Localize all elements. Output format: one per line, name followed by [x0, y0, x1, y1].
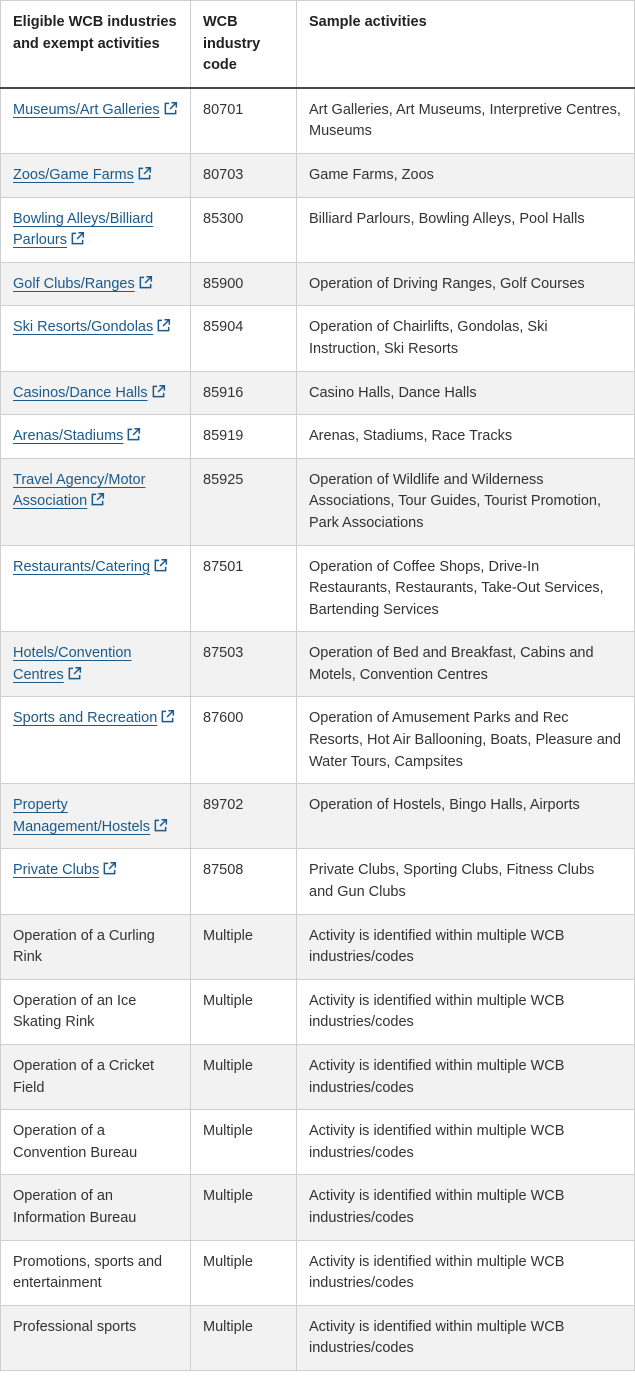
external-link-icon[interactable]	[67, 666, 82, 681]
sample-activities-cell: Activity is identified within multiple WCB industries/codes	[297, 1045, 635, 1110]
table-row	[1, 306, 635, 371]
industry-link-label: Zoos/Game Farms	[13, 166, 134, 183]
table-row	[1, 88, 635, 154]
industry-link-label: Hotels/Convention Centres	[13, 645, 132, 683]
industry-link[interactable]	[13, 102, 178, 118]
industry-cell	[1, 1045, 191, 1110]
table-row	[1, 697, 635, 784]
industry-link-label: Ski Resorts/Gondolas	[13, 319, 154, 336]
industry-cell	[1, 88, 191, 154]
industry-code-cell: 85904	[191, 306, 297, 371]
industry-cell	[1, 153, 191, 197]
external-link-icon[interactable]	[156, 318, 171, 333]
industry-code-cell: 87501	[191, 545, 297, 632]
sample-activities-cell: Operation of Wildlife and Wilderness Associations, Tour Guides, Tourist Promotion, Park Associations	[297, 458, 635, 545]
external-link-icon[interactable]	[70, 231, 85, 246]
sample-activities-cell: Activity is identified within multiple WCB industries/codes	[297, 1240, 635, 1305]
sample-activities-cell: Operation of Driving Ranges, Golf Courses	[297, 262, 635, 306]
industry-code-cell: Multiple	[191, 1240, 297, 1305]
industry-code-cell: Multiple	[191, 979, 297, 1044]
industry-cell	[1, 415, 191, 459]
industry-link[interactable]	[13, 645, 132, 683]
industry-cell	[1, 697, 191, 784]
sample-activities-cell: Activity is identified within multiple WCB industries/codes	[297, 1110, 635, 1175]
external-link-icon[interactable]	[151, 384, 166, 399]
industry-link-label: Restaurants/Catering	[13, 558, 151, 575]
activity-label: Promotions, sports and entertainment	[13, 1253, 163, 1292]
industry-link[interactable]	[13, 276, 153, 292]
table-row	[1, 979, 635, 1044]
industry-link[interactable]	[13, 319, 171, 335]
industry-code-cell: 87600	[191, 697, 297, 784]
industry-code-cell: Multiple	[191, 1305, 297, 1370]
table-row	[1, 1175, 635, 1240]
industry-link[interactable]	[13, 862, 117, 878]
industry-code-cell: Multiple	[191, 914, 297, 979]
industry-cell	[1, 784, 191, 849]
activity-label: Operation of an Information Bureau	[13, 1188, 137, 1226]
industry-link[interactable]	[13, 797, 168, 835]
industry-cell	[1, 632, 191, 697]
industry-code-cell: 85919	[191, 415, 297, 459]
table-row	[1, 371, 635, 415]
industry-link[interactable]	[13, 167, 152, 183]
sample-activities-cell: Arenas, Stadiums, Race Tracks	[297, 415, 635, 459]
table-row	[1, 262, 635, 306]
industry-link-label: Museums/Art Galleries	[13, 101, 160, 118]
external-link-icon[interactable]	[90, 492, 105, 507]
industry-link[interactable]	[13, 559, 168, 575]
industry-link-label: Property Management/Hostels	[13, 797, 151, 835]
industry-link-label: Bowling Alleys/Billiard Parlours	[13, 210, 154, 249]
industry-code-cell: 89702	[191, 784, 297, 849]
sample-activities-cell: Operation of Coffee Shops, Drive-In Restaurants, Restaurants, Take-Out Services, Bartending Services	[297, 545, 635, 632]
table-row	[1, 1045, 635, 1110]
table-row	[1, 632, 635, 697]
sample-activities-cell: Activity is identified within multiple WCB industries/codes	[297, 1305, 635, 1370]
header-industries: Eligible WCB industries and exempt activities	[1, 1, 191, 88]
sample-activities-cell: Operation of Chairlifts, Gondolas, Ski Instruction, Ski Resorts	[297, 306, 635, 371]
industry-cell	[1, 458, 191, 545]
industry-cell	[1, 371, 191, 415]
external-link-icon[interactable]	[138, 275, 153, 290]
sample-activities-cell: Operation of Amusement Parks and Rec Resorts, Hot Air Ballooning, Boats, Pleasure and Water Tours, Campsites	[297, 697, 635, 784]
table-row	[1, 415, 635, 459]
industry-cell	[1, 197, 191, 262]
sample-activities-cell: Billiard Parlours, Bowling Alleys, Pool Halls	[297, 197, 635, 262]
sample-activities-cell: Activity is identified within multiple WCB industries/codes	[297, 979, 635, 1044]
external-link-icon[interactable]	[160, 709, 175, 724]
industry-link[interactable]	[13, 472, 145, 510]
industry-code-cell: Multiple	[191, 1110, 297, 1175]
external-link-icon[interactable]	[153, 818, 168, 833]
industry-cell	[1, 1110, 191, 1175]
industry-link[interactable]	[13, 211, 153, 249]
header-row	[1, 1, 635, 88]
table-row	[1, 545, 635, 632]
sample-activities-cell: Game Farms, Zoos	[297, 153, 635, 197]
sample-activities-cell: Private Clubs, Sporting Clubs, Fitness Clubs and Gun Clubs	[297, 849, 635, 914]
activity-label: Operation of a Cricket Field	[13, 1058, 155, 1096]
external-link-icon[interactable]	[153, 558, 168, 573]
industry-cell	[1, 849, 191, 914]
activity-label: Operation of a Curling Rink	[13, 927, 155, 966]
industry-link-label: Private Clubs	[13, 862, 100, 879]
header-activities: Sample activities	[297, 1, 635, 88]
industry-link-label: Casinos/Dance Halls	[13, 384, 148, 401]
industry-code-cell: 87508	[191, 849, 297, 914]
activity-label: Operation of an Ice Skating Rink	[13, 992, 137, 1031]
industry-code-cell: Multiple	[191, 1045, 297, 1110]
industry-link[interactable]	[13, 385, 166, 401]
external-link-icon[interactable]	[126, 427, 141, 442]
sample-activities-cell: Activity is identified within multiple WCB industries/codes	[297, 1175, 635, 1240]
table-row	[1, 784, 635, 849]
industry-code-cell: 85300	[191, 197, 297, 262]
industry-code-cell: 80703	[191, 153, 297, 197]
table-header	[1, 1, 635, 88]
industry-cell	[1, 1240, 191, 1305]
table-row	[1, 1305, 635, 1370]
table-row	[1, 849, 635, 914]
industry-code-cell: Multiple	[191, 1175, 297, 1240]
industry-cell	[1, 1305, 191, 1370]
table-row	[1, 914, 635, 979]
industry-code-cell: 85900	[191, 262, 297, 306]
activity-label: Professional sports	[13, 1318, 137, 1335]
industry-cell	[1, 545, 191, 632]
industry-code-cell: 85925	[191, 458, 297, 545]
industry-cell	[1, 1175, 191, 1240]
table-row	[1, 1110, 635, 1175]
industry-code-cell: 85916	[191, 371, 297, 415]
sample-activities-cell: Operation of Bed and Breakfast, Cabins and Motels, Convention Centres	[297, 632, 635, 697]
external-link-icon[interactable]	[163, 101, 178, 116]
table-row	[1, 197, 635, 262]
external-link-icon[interactable]	[102, 861, 117, 876]
external-link-icon[interactable]	[137, 166, 152, 181]
industry-link-label: Travel Agency/Motor Association	[13, 471, 146, 510]
sample-activities-cell: Casino Halls, Dance Halls	[297, 371, 635, 415]
industry-code-cell: 80701	[191, 88, 297, 154]
table-body	[1, 88, 635, 1371]
industry-code-cell: 87503	[191, 632, 297, 697]
sample-activities-cell: Activity is identified within multiple WCB industries/codes	[297, 914, 635, 979]
industry-cell	[1, 306, 191, 371]
industry-cell	[1, 979, 191, 1044]
industry-link[interactable]	[13, 710, 175, 726]
industry-link[interactable]	[13, 428, 141, 444]
industry-link-label: Sports and Recreation	[13, 710, 158, 727]
industry-link-label: Arenas/Stadiums	[13, 428, 124, 445]
industry-cell	[1, 262, 191, 306]
sample-activities-cell: Art Galleries, Art Museums, Interpretive Centres, Museums	[297, 88, 635, 154]
table-row	[1, 458, 635, 545]
table-row	[1, 1240, 635, 1305]
sample-activities-cell: Operation of Hostels, Bingo Halls, Airports	[297, 784, 635, 849]
header-code: WCB industry code	[191, 1, 297, 88]
industry-cell	[1, 914, 191, 979]
activity-label: Operation of a Convention Bureau	[13, 1123, 138, 1161]
industry-link-label: Golf Clubs/Ranges	[13, 275, 135, 292]
table-row	[1, 153, 635, 197]
